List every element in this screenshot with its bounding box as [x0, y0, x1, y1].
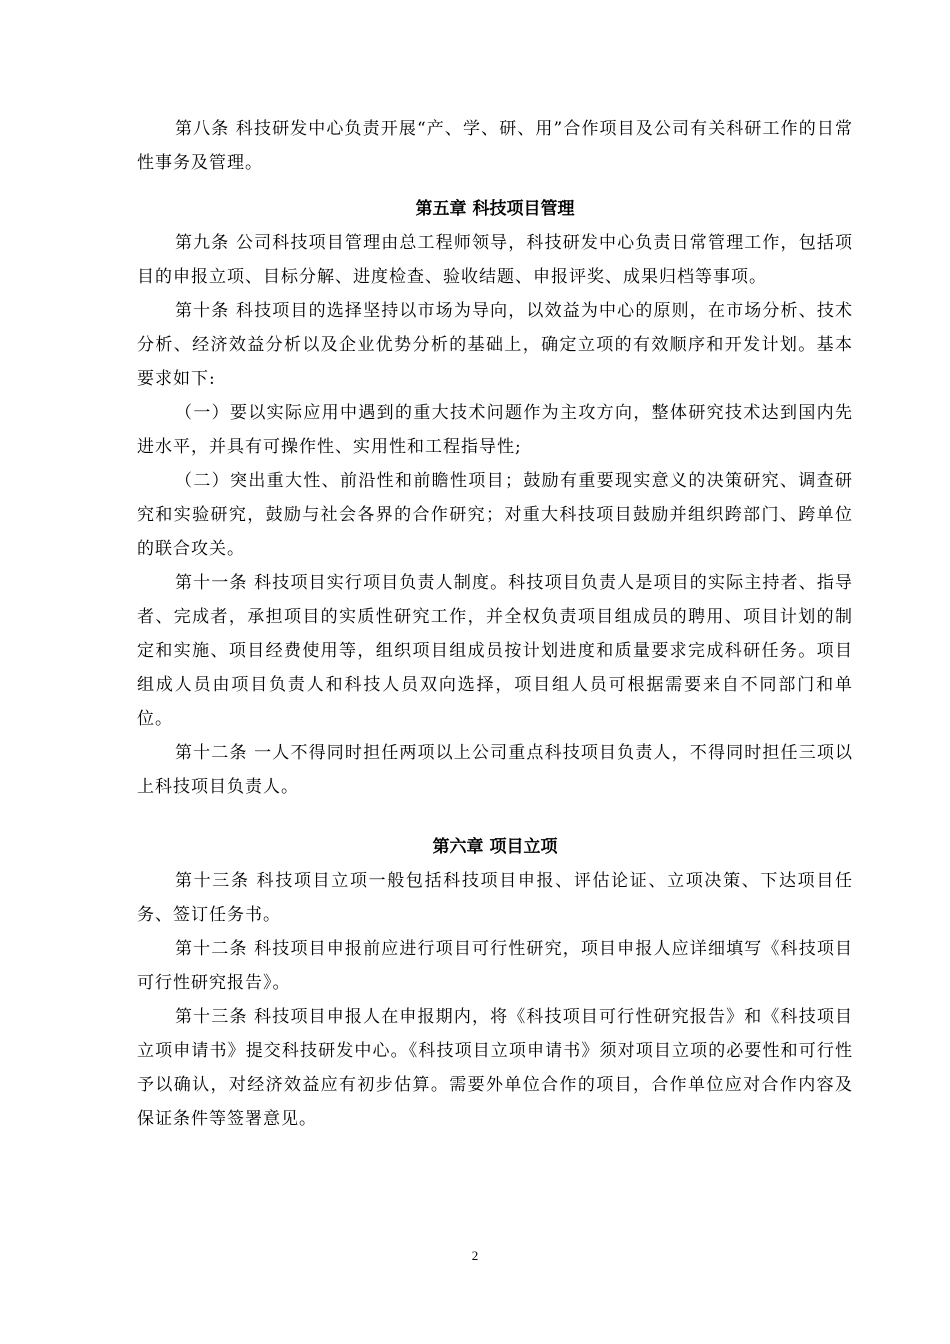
spacer [137, 804, 853, 830]
document-page [137, 112, 853, 1136]
page-number: 2 [471, 1248, 479, 1263]
article-13b: 第十三条 科技项目申报人在申报期内，将《科技项目可行性研究报告》和《科技项目立项申请书》提交科技研发中心。《科技项目立项申请书》须对项目立项的必要性和可行性予以确认，对经济效益应有初步估算。需要外单位合作的项目，合作单位应对合作内容及保证条件等签署意见。 [137, 1007, 853, 1129]
article-11: 第十一条 科技项目实行项目负责人制度。科技项目负责人是项目的实际主持者、指导者、完成者，承担项目的实质性研究工作，并全权负责项目组成员的聘用、项目计划的制定和实施、项目经费使用等，组织项目组成员按计划进度和质量要求完成科研任务。项目组成人员由项目负责人和科技人员双向选择，项目组人员可根据需要来自不同部门和单位。 [137, 573, 853, 729]
article-8: 第八条 科技研发中心负责开展“产、学、研、用”合作项目及公司有关科研工作的日常性事务及管理。 [137, 119, 853, 173]
article-13: 第十三条 科技项目立项一般包括科技项目申报、评估论证、立项决策、下达项目任务、签订任务书。 [137, 871, 853, 925]
article-12: 第十二条 一人不得同时担任两项以上公司重点科技项目负责人，不得同时担任三项以上科技项目负责人。 [137, 743, 853, 797]
chapter-6-section [137, 830, 853, 1136]
article-10-item-2: （二）突出重大性、前沿性和前瞻性项目；鼓励有重要现实意义的决策研究、调查研究和实验研究，鼓励与社会各界的合作研究；对重大科技项目鼓励并组织跨部门、跨单位的联合攻关。 [137, 471, 853, 559]
spacer [137, 180, 853, 192]
chapter-6-title: 第六章 项目立项 [432, 837, 558, 857]
article-10-item-1: （一）要以实际应用中遇到的重大技术问题作为主攻方向，整体研究技术达到国内先进水平，并具有可操作性、实用性和工程指导性; [137, 403, 853, 457]
article-10: 第十条 科技项目的选择坚持以市场为导向，以效益为中心的原则，在市场分析、技术分析、经济效益分析以及企业优势分析的基础上，确定立项的有效顺序和开发计划。基本要求如下: [137, 301, 853, 389]
chapter-5-title: 第五章 科技项目管理 [415, 199, 575, 219]
article-12b: 第十二条 科技项目申报前应进行项目可行性研究，项目申报人应详细填写《科技项目可行性研究报告》。 [137, 939, 853, 993]
chapter-5-section [137, 192, 853, 804]
article-9: 第九条 公司科技项目管理由总工程师领导，科技研发中心负责日常管理工作，包括项目的申报立项、目标分解、进度检查、验收结题、申报评奖、成果归档等事项。 [137, 233, 853, 287]
